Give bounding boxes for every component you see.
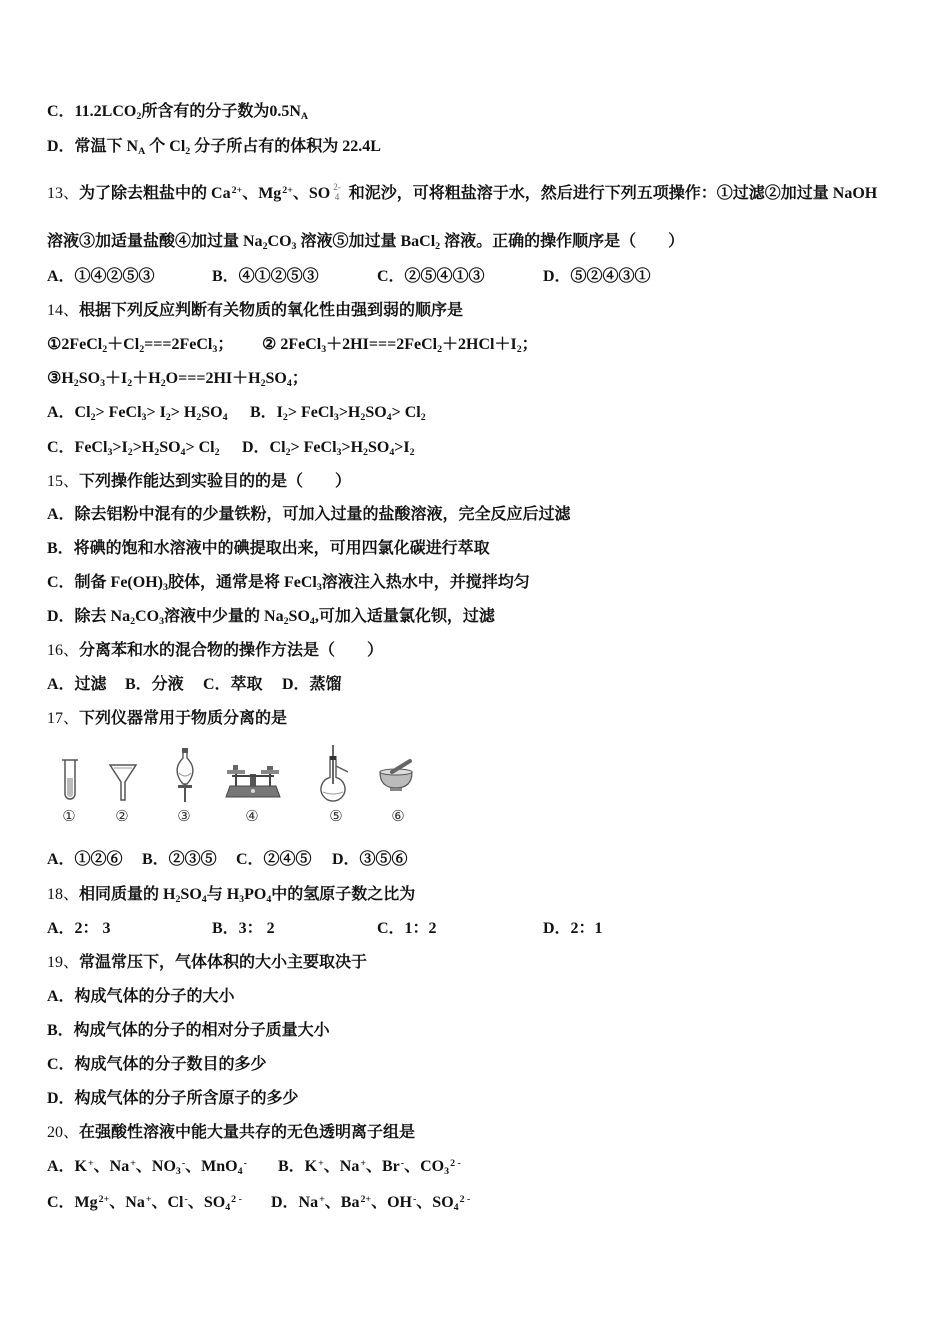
text-run: > Cl [185,439,215,456]
text-run: ＋2HCl＋I [442,336,517,353]
subscript: 2 [160,377,166,389]
superscript: - [243,1157,247,1169]
text-run: 、Na [109,1194,145,1211]
q19-option-d: D．构成气体的分子所含原子的多少 [47,1090,299,1107]
q18-option-a: A．2： 3 [47,920,111,937]
subscript: 3 [175,1165,181,1177]
subscript: 3 [444,1165,450,1177]
text-run: A．Cl [47,404,91,421]
text-run: 分子所占有的体积为 22.4L [190,138,381,155]
text-run: C．Mg [47,1194,98,1211]
text-run: 、Na [323,1158,360,1175]
q17-stem-text: 下列仪器常用于物质分离的是 [79,710,288,727]
text-run: 相同质量的 H [79,886,176,903]
subscript: 3 [291,240,297,252]
text-run: SO [265,370,287,387]
q15-option-c [47,573,530,593]
text-run: >I [394,439,410,456]
subscript: 3 [212,343,218,355]
subscript: 2 [175,893,181,905]
q17-option-d: D．③⑤⑥ [332,851,408,868]
subscript: A [138,145,146,157]
q15-option-a: A．除去铝粉中混有的少量铁粉，可加入过量的盐酸溶液，完全反应后过滤 [47,506,571,523]
q13-stem-text [79,182,878,202]
subscript: 2 [363,446,368,458]
text-run: A．K [47,1158,88,1175]
subscript: 2 [360,411,366,423]
subscript: 2 [285,446,291,458]
q19-stem [47,953,367,973]
figure-label: ⑤ [329,809,343,825]
text-run: 胶体，通常是将 FeCl [167,574,317,591]
mortar-pestle-icon [376,758,416,794]
text-run: >H [338,404,361,421]
text-run: SO [365,404,387,421]
text-run: D．常温下 N [47,138,139,155]
q14-option-d [242,438,415,458]
text-run: PO [244,886,267,903]
subscript: 2 [127,446,133,458]
subscript: 3 [239,893,245,905]
q16-option-d: D．蒸馏 [282,676,342,693]
subscript: 2 [214,446,220,458]
subscript: 3 [321,343,327,355]
text-run: >H [341,439,364,456]
text-run: ①2FeCl [47,336,103,353]
q13-option-d: D．⑤②④③① [543,268,651,285]
superscript: + [318,1157,324,1169]
question-number: 15、 [47,473,80,490]
subscript: 2 [435,240,441,252]
q13-stem-line2 [47,232,684,252]
text-run: O===2HI＋H [165,370,261,387]
q20-option-b [278,1157,461,1177]
q15-option-d [47,607,495,627]
text-run: 中的氢原子数之比为 [271,886,416,903]
text-run: >H [132,439,155,456]
subscript: 4 [386,411,392,423]
subscript: 3 [159,615,165,627]
q17-stem [47,709,287,729]
text-run: 、Na [93,1158,130,1175]
subscript: 3 [141,411,147,423]
q20-option-a [47,1157,247,1177]
text-run: ＋I [105,370,128,387]
subscript: 4 [237,1165,243,1177]
text-run: >I [112,439,128,456]
text-run: > FeCl [287,404,334,421]
text-run: 、Mg [242,185,282,202]
separatory-funnel-icon [170,746,200,804]
text-run: 与 H [206,886,240,903]
text-run: SO [288,608,310,625]
q14-option-b [250,403,426,423]
text-run: ＋2HI===2FeCl [326,336,438,353]
text-run: 、OH [371,1194,412,1211]
figure-label: ② [115,809,129,825]
text-run: B．I [250,404,283,421]
q17-option-b: B．②③⑤ [142,851,217,868]
q18-stem [47,885,415,905]
q20-option-d [271,1193,470,1213]
subscript: 2 [282,411,288,423]
superscript: 2+ [282,184,293,196]
text-run: ＋Cl [107,336,140,353]
q13-option-c: C．②⑤④①③ [377,268,485,285]
subscript: 4 [180,446,186,458]
q13-option-a: A．①④②⑤③ [47,268,155,285]
text-run: CO [135,608,160,625]
question-number: 13、 [47,185,80,202]
text-run: CO [267,233,292,250]
text-run: 、Cl [151,1194,184,1211]
subscript: 4 [389,446,395,458]
text-run: > FeCl [290,439,337,456]
subscript: 2 [260,377,266,389]
superscript: - [412,1193,417,1205]
text-run: SO [180,886,202,903]
subscript: 2 [127,377,133,389]
subscript: 4 [222,411,228,423]
q13-stem-line1 [47,182,877,204]
q20-option-c [47,1193,242,1213]
text-run: 、MnO [185,1158,238,1175]
subscript: 2 [102,343,108,355]
text-run: 溶液⑤加过量 BaCl [296,233,436,250]
q19-stem-text: 常温常压下，气体体积的大小主要取决于 [79,954,368,971]
q18-option-d: D．2：1 [543,920,603,937]
superscript: - [181,1157,186,1169]
q17-option-a: A．①②⑥ [47,851,123,868]
superscript: 2 - [231,1193,242,1205]
superscript: + [130,1157,136,1169]
q19-option-a: A．构成气体的分子的大小 [47,988,235,1005]
subscript: 2 [516,343,522,355]
subscript: 4 [225,1201,231,1213]
text-run: > I [146,404,166,421]
q12-option-c [47,102,308,122]
superscript: 2 - [450,1157,461,1169]
subscript: 2 [283,615,289,627]
q15-stem [47,472,351,492]
q14-option-c [47,438,220,458]
q19-option-b: B．构成气体的分子的相对分子质量大小 [47,1022,330,1039]
text-run: C．FeCl [47,439,108,456]
subscript: 2 [420,411,426,423]
text-run: 、SO [416,1194,454,1211]
figure-label: ④ [245,809,259,825]
q18-stem-text [79,886,415,903]
test-tube-icon [58,756,82,804]
q19-option-c: C．构成气体的分子数目的多少 [47,1056,267,1073]
question-number: 20、 [47,1124,80,1141]
text-run: 、Ba [324,1194,360,1211]
q16-option-b: B．分液 [125,676,184,693]
q15-stem-text: 下列操作能达到实验目的的是（ ） [79,473,352,490]
subscript: 3 [107,446,113,458]
subscript: 3 [162,581,168,593]
superscript: 2 - [459,1193,471,1205]
subscript: 2 [262,240,268,252]
subscript: 4 [201,893,207,905]
text-run: D．Cl [242,439,286,456]
subscript: 4 [309,615,315,627]
figure-label: ③ [177,809,191,825]
subscript: 4 [286,377,292,389]
subscript: 2 [409,446,415,458]
text-run: 、SO [187,1194,226,1211]
text-run: C．制备 Fe(OH) [47,574,163,591]
superscript: + [145,1193,152,1205]
q16-option-c: C．萃取 [203,676,263,693]
q14-option-a [47,403,228,423]
q14-stem-text: 根据下列反应判断有关物质的氧化性由强到弱的顺序是 [79,302,464,319]
subscript: 4 [334,192,340,202]
question-number: 14、 [47,302,80,319]
subscript: 2 [185,145,191,157]
q17-option-c: C．②④⑤ [236,851,312,868]
q14-reaction-3 [47,369,308,389]
text-run: SO [201,404,223,421]
subscript: 4 [453,1201,459,1213]
superscript: - [184,1193,188,1205]
text-run: 为了除去粗盐中的 Ca [79,185,231,202]
subscript: A [300,110,309,122]
subscript: 2 [73,377,79,389]
distillation-flask-icon [318,744,350,804]
subscript: 4 [266,893,272,905]
superscript: 2+ [360,1193,372,1205]
superscript: 2+ [231,184,243,196]
text-run: SO [78,370,101,387]
text-run: D．除去 Na [47,608,131,625]
subscript: 3 [100,377,106,389]
text-run: ③H [47,370,74,387]
subscript: 2 [130,615,136,627]
text-run: ； [217,336,234,353]
question-number: 19、 [47,954,80,971]
q20-stem-text: 在强酸性溶液中能大量共存的无色透明离子组是 [79,1124,416,1141]
stacked-ion-charge [333,182,341,202]
text-run: ； [521,336,538,353]
figure-label: ① [62,809,76,825]
text-run: 溶液③加适量盐酸④加过量 Na [47,233,263,250]
subscript: 2 [154,446,160,458]
subscript: 2 [196,411,202,423]
charge: 2- [333,182,341,192]
subscript: 3 [333,411,339,423]
superscript: + [88,1157,94,1169]
text-run: 、NO [135,1158,176,1175]
text-run: C．11.2LCO [47,103,137,120]
superscript: - [400,1157,405,1169]
superscript: + [360,1157,366,1169]
text-run: 溶液。正确的操作顺序是（ ） [440,233,685,250]
text-run: 个 Cl [145,138,186,155]
text-run: SO [159,439,181,456]
text-run: SO [367,439,390,456]
subscript: 2 [437,343,443,355]
text-run: ； [291,370,308,387]
balance-icon [222,760,284,800]
q20-stem [47,1123,415,1143]
subscript: 2 [90,411,96,423]
q12-option-d [47,137,381,157]
q14-reaction-1 [47,335,233,355]
subscript: 2 [165,411,171,423]
text-run: 、Br [366,1158,400,1175]
q18-option-b: B．3： 2 [212,920,275,937]
question-number: 18、 [47,886,80,903]
text-run: 溶液中少量的 Na [164,608,284,625]
text-run: 所含有的分子数为0.5N [141,103,301,120]
q18-option-c: C．1：2 [377,920,437,937]
text-run: > H [170,404,197,421]
text-run: 和泥沙，可将粗盐溶于水，然后进行下列五项操作：①过滤②加过量 NaOH [344,185,878,202]
question-number: 17、 [47,710,80,727]
text-run: ＋H [132,370,161,387]
subscript: 3 [316,581,322,593]
q14-stem [47,301,463,321]
superscript: + [319,1193,325,1205]
q16-stem-text: 分离苯和水的混合物的操作方法是（ ） [79,642,384,659]
question-number: 16、 [47,642,80,659]
text-run: 溶液注入热水中，并搅拌均匀 [321,574,530,591]
q14-reaction-2 [262,335,538,355]
superscript: 2+ [98,1193,110,1205]
q16-stem [47,641,383,661]
q13-option-b: B．④①②⑤③ [212,268,319,285]
figure-label: ⑥ [391,809,405,825]
text-run: > FeCl [95,404,142,421]
q16-option-a: A．过滤 [47,676,107,693]
text-run: ,可加入适量氯化钡，过滤 [314,608,495,625]
text-run: > Cl [391,404,421,421]
subscript: 2 [136,110,142,122]
text-run: B．K [278,1158,318,1175]
text-run: 、SO [292,185,331,202]
subscript: 2 [139,343,145,355]
q15-option-b: B．将碘的饱和水溶液中的碘提取出来，可用四氯化碳进行萃取 [47,540,490,557]
text-run: 、CO [404,1158,445,1175]
funnel-icon [108,762,138,804]
text-run: D．Na [271,1194,319,1211]
text-run: ② 2FeCl [262,336,322,353]
text-run: ===2FeCl [144,336,213,353]
subscript: 3 [336,446,342,458]
